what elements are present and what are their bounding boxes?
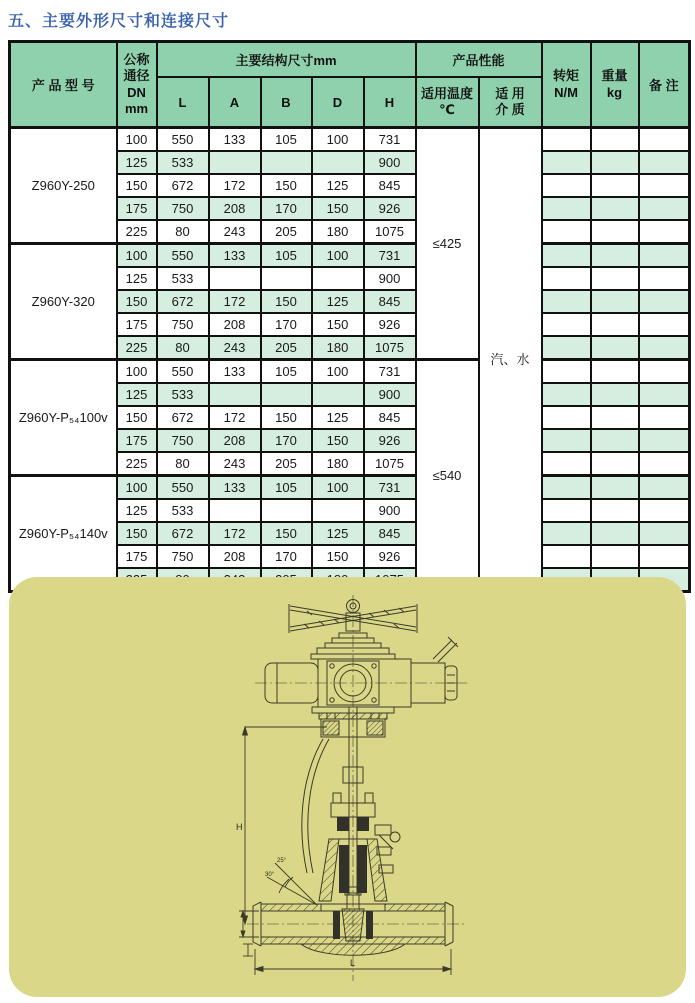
empty-remark-cell bbox=[639, 128, 690, 152]
cell-dn: 125 bbox=[117, 499, 157, 522]
cell-B: 105 bbox=[261, 476, 312, 500]
cell-B: 150 bbox=[261, 522, 312, 545]
cell-L: 80 bbox=[157, 452, 209, 476]
cell-dn: 150 bbox=[117, 174, 157, 197]
cell-H: 845 bbox=[364, 174, 416, 197]
empty-remark-cell bbox=[639, 499, 690, 522]
cell-A: 133 bbox=[209, 476, 261, 500]
cell-B: 170 bbox=[261, 545, 312, 568]
cell-L: 533 bbox=[157, 151, 209, 174]
valve-drawing-panel bbox=[9, 577, 686, 997]
empty-torque-cell bbox=[542, 383, 591, 406]
header-weight-line2: kg bbox=[606, 84, 623, 100]
empty-weight-cell bbox=[591, 267, 639, 290]
empty-remark-cell bbox=[639, 429, 690, 452]
actuator-and-handwheel bbox=[255, 600, 467, 720]
header-performance: 产品性能 bbox=[416, 42, 542, 78]
cell-A: 208 bbox=[209, 429, 261, 452]
cell-H: 926 bbox=[364, 197, 416, 220]
table-header bbox=[10, 42, 690, 128]
empty-weight-cell bbox=[591, 545, 639, 568]
header-torque-line1: 转矩 bbox=[553, 68, 580, 84]
header-torque-line2: N/M bbox=[554, 84, 578, 100]
cell-dn: 100 bbox=[117, 476, 157, 500]
cell-dn: 150 bbox=[117, 290, 157, 313]
cell-B: 150 bbox=[261, 290, 312, 313]
temperature-cell: ≤540 bbox=[416, 360, 479, 592]
cell-H: 900 bbox=[364, 499, 416, 522]
cell-D: 180 bbox=[312, 452, 364, 476]
empty-remark-cell bbox=[639, 244, 690, 268]
empty-weight-cell bbox=[591, 406, 639, 429]
yoke-and-stem bbox=[302, 707, 400, 895]
cell-B: 205 bbox=[261, 220, 312, 244]
empty-torque-cell bbox=[542, 452, 591, 476]
cell-L: 80 bbox=[157, 220, 209, 244]
header-dim-L: L bbox=[157, 77, 209, 128]
header-torque bbox=[542, 42, 591, 128]
cell-A bbox=[209, 383, 261, 406]
cell-H: 845 bbox=[364, 290, 416, 313]
cell-dn: 225 bbox=[117, 452, 157, 476]
cell-A: 208 bbox=[209, 313, 261, 336]
cell-dn: 175 bbox=[117, 313, 157, 336]
empty-weight-cell bbox=[591, 429, 639, 452]
cell-H: 1075 bbox=[364, 336, 416, 360]
empty-torque-cell bbox=[542, 360, 591, 384]
cell-L: 550 bbox=[157, 476, 209, 500]
header-weight bbox=[591, 42, 639, 128]
dim-height-label: H bbox=[236, 822, 243, 832]
cell-dn: 225 bbox=[117, 336, 157, 360]
table-row bbox=[10, 360, 690, 384]
cell-L: 533 bbox=[157, 383, 209, 406]
cell-H: 845 bbox=[364, 406, 416, 429]
cell-L: 550 bbox=[157, 360, 209, 384]
cell-H: 845 bbox=[364, 522, 416, 545]
empty-remark-cell bbox=[639, 220, 690, 244]
cell-L: 672 bbox=[157, 406, 209, 429]
empty-remark-cell bbox=[639, 174, 690, 197]
angle-label-2: 30° bbox=[265, 872, 275, 878]
header-temperature bbox=[416, 77, 479, 128]
header-dim-B: B bbox=[261, 77, 312, 128]
empty-remark-cell bbox=[639, 383, 690, 406]
cell-D: 100 bbox=[312, 476, 364, 500]
table-body bbox=[10, 128, 690, 592]
cell-L: 80 bbox=[157, 336, 209, 360]
empty-torque-cell bbox=[542, 174, 591, 197]
empty-torque-cell bbox=[542, 429, 591, 452]
cell-D: 150 bbox=[312, 429, 364, 452]
cell-D: 150 bbox=[312, 545, 364, 568]
angle-label-1: 25° bbox=[277, 858, 287, 864]
cell-A: 133 bbox=[209, 360, 261, 384]
empty-remark-cell bbox=[639, 267, 690, 290]
cell-D bbox=[312, 151, 364, 174]
cell-L: 550 bbox=[157, 128, 209, 152]
empty-weight-cell bbox=[591, 197, 639, 220]
empty-torque-cell bbox=[542, 244, 591, 268]
cell-B: 105 bbox=[261, 244, 312, 268]
table-row bbox=[10, 128, 690, 152]
cell-B: 170 bbox=[261, 197, 312, 220]
cell-H: 731 bbox=[364, 128, 416, 152]
gate-valve-drawing bbox=[9, 577, 686, 997]
cell-H: 731 bbox=[364, 360, 416, 384]
empty-torque-cell bbox=[542, 522, 591, 545]
cell-L: 750 bbox=[157, 429, 209, 452]
empty-weight-cell bbox=[591, 476, 639, 500]
empty-torque-cell bbox=[542, 406, 591, 429]
empty-torque-cell bbox=[542, 313, 591, 336]
empty-remark-cell bbox=[639, 476, 690, 500]
cell-D: 125 bbox=[312, 522, 364, 545]
header-remark: 备 注 bbox=[639, 42, 690, 128]
cell-A: 172 bbox=[209, 406, 261, 429]
empty-torque-cell bbox=[542, 336, 591, 360]
empty-torque-cell bbox=[542, 128, 591, 152]
cell-dn: 175 bbox=[117, 429, 157, 452]
cell-dn: 175 bbox=[117, 545, 157, 568]
cell-B bbox=[261, 151, 312, 174]
cell-D: 125 bbox=[312, 406, 364, 429]
cell-H: 731 bbox=[364, 244, 416, 268]
cell-H: 1075 bbox=[364, 452, 416, 476]
empty-remark-cell bbox=[639, 452, 690, 476]
header-dn-line4: mm bbox=[124, 100, 149, 116]
cell-dn: 125 bbox=[117, 267, 157, 290]
table-row bbox=[10, 476, 690, 500]
header-dn-line1: 公称 bbox=[123, 52, 150, 67]
cell-D: 125 bbox=[312, 174, 364, 197]
empty-weight-cell bbox=[591, 383, 639, 406]
empty-remark-cell bbox=[639, 336, 690, 360]
cell-dn: 225 bbox=[117, 220, 157, 244]
cell-H: 900 bbox=[364, 151, 416, 174]
header-dn-line3: DN bbox=[127, 84, 146, 100]
cell-B bbox=[261, 383, 312, 406]
cell-D: 100 bbox=[312, 244, 364, 268]
header-dim-D: D bbox=[312, 77, 364, 128]
cell-D: 125 bbox=[312, 290, 364, 313]
header-medium bbox=[479, 77, 542, 128]
header-temperature-line1: 适用温度 bbox=[420, 85, 473, 101]
cell-A: 172 bbox=[209, 290, 261, 313]
empty-weight-cell bbox=[591, 522, 639, 545]
header-medium-line1: 适 用 bbox=[495, 85, 525, 101]
cell-A: 243 bbox=[209, 336, 261, 360]
cell-dn: 100 bbox=[117, 360, 157, 384]
empty-torque-cell bbox=[542, 290, 591, 313]
empty-torque-cell bbox=[542, 499, 591, 522]
cell-B: 150 bbox=[261, 174, 312, 197]
cell-B: 205 bbox=[261, 336, 312, 360]
cell-L: 533 bbox=[157, 267, 209, 290]
product-model-cell: Z960Y-P₅₄140v bbox=[10, 476, 117, 592]
cell-A: 243 bbox=[209, 220, 261, 244]
empty-torque-cell bbox=[542, 267, 591, 290]
cell-dn: 125 bbox=[117, 151, 157, 174]
table-row bbox=[10, 244, 690, 268]
empty-weight-cell bbox=[591, 499, 639, 522]
empty-torque-cell bbox=[542, 476, 591, 500]
cell-L: 750 bbox=[157, 313, 209, 336]
cell-dn: 150 bbox=[117, 406, 157, 429]
cell-B: 170 bbox=[261, 429, 312, 452]
cell-H: 926 bbox=[364, 545, 416, 568]
cell-L: 672 bbox=[157, 290, 209, 313]
cell-D: 100 bbox=[312, 360, 364, 384]
cell-H: 900 bbox=[364, 383, 416, 406]
cell-A: 133 bbox=[209, 244, 261, 268]
cell-A: 208 bbox=[209, 545, 261, 568]
product-model-cell: Z960Y-250 bbox=[10, 128, 117, 244]
header-dim-H: H bbox=[364, 77, 416, 128]
cell-H: 926 bbox=[364, 313, 416, 336]
cell-D bbox=[312, 383, 364, 406]
product-model-cell: Z960Y-P₅₄100v bbox=[10, 360, 117, 476]
cell-D: 150 bbox=[312, 197, 364, 220]
cell-L: 672 bbox=[157, 174, 209, 197]
cell-D: 150 bbox=[312, 313, 364, 336]
cell-B bbox=[261, 267, 312, 290]
cell-D: 180 bbox=[312, 336, 364, 360]
cell-B: 170 bbox=[261, 313, 312, 336]
header-dn-line2: 通径 bbox=[123, 68, 150, 84]
empty-remark-cell bbox=[639, 522, 690, 545]
cell-D: 180 bbox=[312, 220, 364, 244]
empty-weight-cell bbox=[591, 174, 639, 197]
header-product-model: 产 品 型 号 bbox=[10, 42, 117, 128]
empty-weight-cell bbox=[591, 452, 639, 476]
temperature-cell: ≤425 bbox=[416, 128, 479, 360]
empty-remark-cell bbox=[639, 151, 690, 174]
dim-length-label: L bbox=[350, 958, 356, 968]
empty-weight-cell bbox=[591, 220, 639, 244]
header-temperature-line2: ℃ bbox=[439, 102, 455, 117]
cell-L: 550 bbox=[157, 244, 209, 268]
cell-D bbox=[312, 267, 364, 290]
empty-torque-cell bbox=[542, 545, 591, 568]
page-title: 五、主要外形尺寸和连接尺寸 bbox=[8, 13, 230, 30]
cell-A: 243 bbox=[209, 452, 261, 476]
cell-B bbox=[261, 499, 312, 522]
cell-L: 533 bbox=[157, 499, 209, 522]
empty-weight-cell bbox=[591, 336, 639, 360]
cell-A: 208 bbox=[209, 197, 261, 220]
header-dim-A: A bbox=[209, 77, 261, 128]
empty-weight-cell bbox=[591, 128, 639, 152]
cell-A bbox=[209, 499, 261, 522]
empty-weight-cell bbox=[591, 151, 639, 174]
medium-cell: 汽、水 bbox=[479, 128, 542, 592]
cell-L: 672 bbox=[157, 522, 209, 545]
declutch-lever-icon bbox=[433, 637, 458, 662]
cell-A bbox=[209, 267, 261, 290]
cell-B: 105 bbox=[261, 128, 312, 152]
header-medium-line2: 介 质 bbox=[495, 102, 525, 117]
cell-B: 150 bbox=[261, 406, 312, 429]
cell-A bbox=[209, 151, 261, 174]
dimension-table bbox=[8, 40, 691, 593]
empty-torque-cell bbox=[542, 197, 591, 220]
product-model-cell: Z960Y-320 bbox=[10, 244, 117, 360]
empty-torque-cell bbox=[542, 151, 591, 174]
empty-remark-cell bbox=[639, 313, 690, 336]
empty-weight-cell bbox=[591, 313, 639, 336]
cell-H: 731 bbox=[364, 476, 416, 500]
cell-A: 172 bbox=[209, 522, 261, 545]
cell-dn: 100 bbox=[117, 128, 157, 152]
cell-D bbox=[312, 499, 364, 522]
empty-weight-cell bbox=[591, 360, 639, 384]
empty-remark-cell bbox=[639, 545, 690, 568]
cell-H: 1075 bbox=[364, 220, 416, 244]
empty-weight-cell bbox=[591, 244, 639, 268]
cell-H: 926 bbox=[364, 429, 416, 452]
cell-dn: 125 bbox=[117, 383, 157, 406]
empty-remark-cell bbox=[639, 290, 690, 313]
empty-torque-cell bbox=[542, 220, 591, 244]
empty-remark-cell bbox=[639, 406, 690, 429]
cell-L: 750 bbox=[157, 197, 209, 220]
cell-A: 172 bbox=[209, 174, 261, 197]
cell-D: 100 bbox=[312, 128, 364, 152]
header-dn bbox=[117, 42, 157, 128]
cell-dn: 100 bbox=[117, 244, 157, 268]
empty-remark-cell bbox=[639, 360, 690, 384]
cell-A: 133 bbox=[209, 128, 261, 152]
header-weight-line1: 重量 bbox=[601, 68, 628, 84]
bonnet-and-body bbox=[247, 839, 465, 955]
empty-weight-cell bbox=[591, 290, 639, 313]
cell-dn: 175 bbox=[117, 197, 157, 220]
cell-L: 750 bbox=[157, 545, 209, 568]
cell-B: 205 bbox=[261, 452, 312, 476]
cell-B: 105 bbox=[261, 360, 312, 384]
cell-dn: 150 bbox=[117, 522, 157, 545]
empty-remark-cell bbox=[639, 197, 690, 220]
header-main-dims: 主要结构尺寸mm bbox=[157, 42, 416, 78]
cell-H: 900 bbox=[364, 267, 416, 290]
